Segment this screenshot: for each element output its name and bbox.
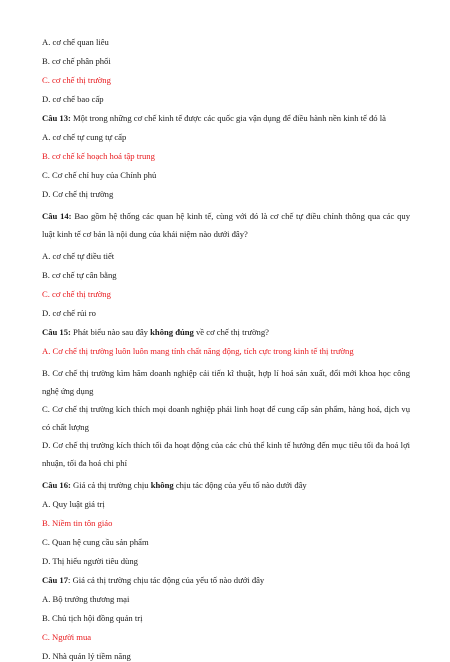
question-label: Câu 15: <box>42 327 71 337</box>
question-text: Phát biểu nào sau đây <box>70 327 151 337</box>
question-emphasis: không đúng <box>150 327 194 337</box>
option-b: B. cơ chế phân phối <box>42 56 111 66</box>
question-emphasis: không <box>150 480 174 490</box>
question-text: Một trong những cơ chế kinh tế được các quốc gia vận dụng để điều hành nền kinh tế đó là <box>70 113 386 123</box>
option-d: D. Thị hiếu người tiêu dùng <box>42 556 138 566</box>
option-c: C. Cơ chế chỉ huy của Chính phủ <box>42 170 157 180</box>
option-d: D. cơ chế bao cấp <box>42 94 104 104</box>
question-text: Bao gồm hệ thống các quan hệ kinh tế, cùng với đó là cơ chế tự điều chỉnh thông qua các quy luật kinh tế cơ bản là nội dung của khái niệm nào dưới đây? <box>42 211 411 239</box>
option-a: A. cơ chế tự cung tự cấp <box>42 132 127 142</box>
option-c-correct: C. cơ chế thị trường <box>42 75 111 85</box>
option-b: B. Cơ chế thị trường kìm hãm doanh nghiệp cải tiến kĩ thuật, hợp lí hoá sản xuất, đổi mới khoa học công nghệ ứng dụng <box>42 368 410 396</box>
option-c-correct: C. Người mua <box>42 632 92 642</box>
option-a: A. cơ chế tự điều tiết <box>42 251 115 261</box>
option-b-correct: B. Niềm tin tôn giáo <box>42 518 113 528</box>
option-c: C. Cơ chế thị trường kích thích mọi doanh nghiệp phải linh hoạt để cung cấp sản phẩm, hàng hoá, dịch vụ có chất lượng <box>42 404 410 432</box>
option-a: A. cơ chế quan liêu <box>42 37 109 47</box>
question-label: Câu 17 <box>42 575 69 585</box>
option-b-correct: B. cơ chế kế hoạch hoá tập trung <box>42 151 155 161</box>
option-a: A. Bộ trưởng thương mại <box>42 594 130 604</box>
question-label: Câu 14: <box>42 211 72 221</box>
question-text-end: về cơ chế thị trường? <box>193 327 269 337</box>
question-16 <box>42 480 410 491</box>
question-15 <box>42 327 410 338</box>
option-d: D. Cơ chế thị trường kích thích tối đa hoạt động của các chủ thể kinh tế hướng đến mục tiêu tối đa hoá lợi nhuận, tối đa hoá chi phí <box>42 440 410 468</box>
option-c-correct: C. cơ chế thị trường <box>42 289 111 299</box>
option-c: C. Quan hệ cung cầu sản phẩm <box>42 537 149 547</box>
question-text: : Giá cả thị trường chịu tác động của yếu tố nào dưới đây <box>68 575 265 585</box>
option-b: B. cơ chế tự cân bằng <box>42 270 117 280</box>
option-a-correct: A. Cơ chế thị trường luôn luôn mang tính chất năng động, tích cực trong kinh tế thị trường <box>42 346 354 356</box>
option-d: D. Cơ chế thị trường <box>42 189 114 199</box>
option-d: D. cơ chế rủi ro <box>42 308 96 318</box>
question-13 <box>42 113 410 124</box>
option-a: A. Quy luật giá trị <box>42 499 105 509</box>
option-b: B. Chủ tịch hội đồng quản trị <box>42 613 143 623</box>
question-14 <box>42 208 410 243</box>
question-17 <box>42 575 410 586</box>
question-label: Câu 13: <box>42 113 71 123</box>
question-label: Câu 16: <box>42 480 71 490</box>
question-text-end: chịu tác động của yếu tố nào dưới đây <box>173 480 307 490</box>
option-d: D. Nhà quản lý tiềm năng <box>42 651 131 661</box>
question-text: Giá cả thị trường chịu <box>70 480 151 490</box>
